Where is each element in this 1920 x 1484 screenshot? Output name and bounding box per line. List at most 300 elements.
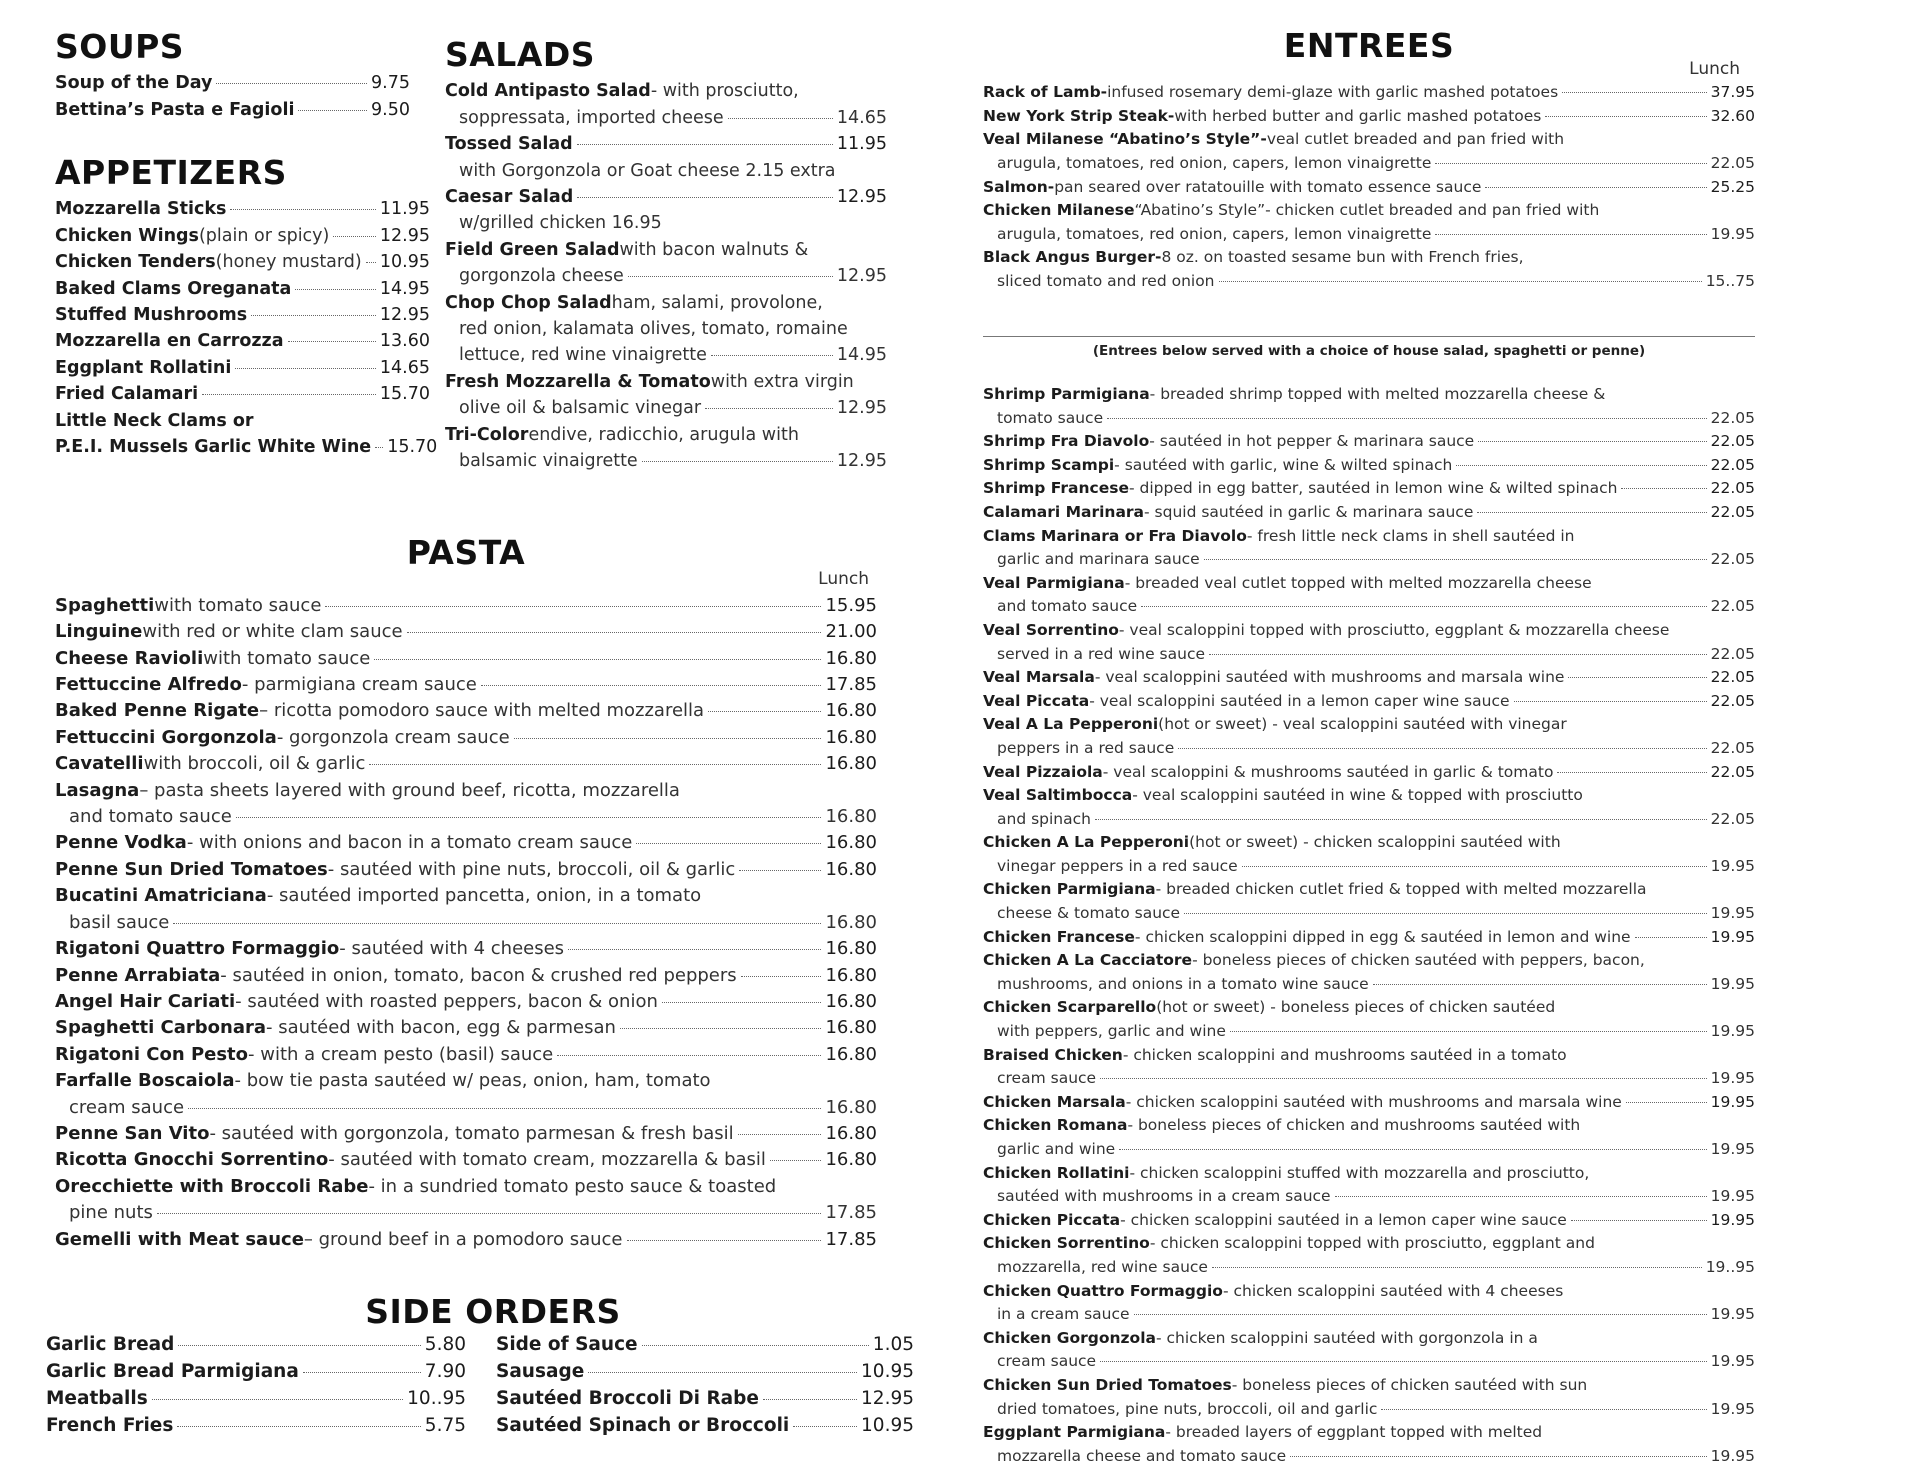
item-name: Eggplant Rollatini <box>55 357 232 378</box>
list-item <box>983 1209 1755 1233</box>
dot-leader <box>1435 163 1706 164</box>
list-item <box>496 1358 914 1385</box>
item-description: cheese & tomato sauce <box>997 904 1181 923</box>
item-name: Lasagna <box>55 779 140 801</box>
item-description: mozzarella cheese and tomato sauce <box>997 1446 1287 1465</box>
list-item <box>983 1091 1755 1115</box>
item-description-cont <box>983 808 1755 832</box>
item-description: (honey mustard) <box>215 252 362 273</box>
item-description: - with a cream pesto (basil) sauce <box>248 1043 554 1065</box>
list-item <box>983 784 1755 808</box>
item-description-cont <box>983 737 1755 761</box>
item-name: Stuffed Mushrooms <box>55 305 248 326</box>
item-name: Sausage <box>496 1361 585 1382</box>
item-price: 14.95 <box>379 278 430 299</box>
item-description: with bacon walnuts & <box>619 239 809 260</box>
item-description: mozzarella, red wine sauce <box>997 1257 1208 1276</box>
item-price: 10.95 <box>861 1361 914 1382</box>
list-item <box>55 1068 877 1094</box>
item-description: - sautéed with pine nuts, broccoli, oil & garlic <box>327 858 736 880</box>
item-name: Chicken Sun Dried Tomatoes <box>983 1375 1232 1394</box>
item-description: - chicken scaloppini sautéed with gorgonzola in a <box>1155 1328 1538 1347</box>
item-name: Chicken A La Pepperoni <box>983 833 1190 852</box>
list-item <box>445 131 887 157</box>
dot-leader <box>705 408 833 409</box>
dot-leader <box>588 1372 857 1373</box>
item-description: - chicken scaloppini sautéed with mushrooms and marsala wine <box>1125 1092 1622 1111</box>
item-description: mushrooms, and onions in a tomato wine sauce <box>997 974 1369 993</box>
list-item <box>983 525 1755 549</box>
item-price: 19.95 <box>1710 1187 1755 1206</box>
item-name: Penne Vodka <box>55 832 187 854</box>
item-name: Chicken Romana <box>983 1116 1128 1135</box>
list-item <box>55 963 877 989</box>
dot-leader <box>770 1160 822 1161</box>
item-price: 22.05 <box>1710 762 1755 781</box>
list-item <box>496 1412 914 1439</box>
dot-leader <box>577 144 833 145</box>
item-name: New York Strip Steak- <box>983 106 1175 125</box>
item-price: 19.95 <box>1710 974 1755 993</box>
item-name: Fried Calamari <box>55 384 199 405</box>
item-description: with Gorgonzola or Goat cheese 2.15 extra <box>459 160 836 181</box>
item-description: - chicken scaloppini sautéed with 4 cheeses <box>1222 1281 1564 1300</box>
item-name: Shrimp Parmigiana <box>983 385 1150 403</box>
item-description: and tomato sauce <box>69 806 232 828</box>
item-description: (plain or spicy) <box>198 225 330 246</box>
item-price: 22.05 <box>1710 153 1755 172</box>
list-item <box>55 698 877 724</box>
item-description: - bow tie pasta sautéed w/ peas, onion, ham, tomato <box>234 1070 711 1092</box>
item-price: 25.25 <box>1710 177 1755 196</box>
list-item <box>983 1280 1755 1304</box>
item-description: - squid sautéed in garlic & marinara sauce <box>1144 502 1474 521</box>
list-item <box>55 302 430 328</box>
list-item <box>55 672 877 698</box>
entrees-bottom-list <box>983 383 1755 1468</box>
item-name: Fettuccine Alfredo <box>55 674 242 696</box>
dot-leader <box>1290 1456 1707 1457</box>
dot-leader <box>235 368 376 369</box>
item-description: - chicken scaloppini dipped in egg & sautéed in lemon and wine <box>1134 927 1631 946</box>
dot-leader <box>708 711 821 712</box>
item-name: Chicken Milanese <box>983 201 1135 220</box>
list-item <box>55 619 877 645</box>
dot-leader <box>662 1002 822 1003</box>
list-item <box>445 184 887 210</box>
side-orders-right <box>496 1331 914 1439</box>
dot-leader <box>568 949 821 950</box>
item-description: olive oil & balsamic vinegar <box>459 398 702 419</box>
item-description: - veal scaloppini topped with prosciutto, eggplant & mozzarella cheese <box>1118 620 1670 639</box>
dot-leader <box>1204 559 1707 560</box>
list-item <box>983 81 1755 105</box>
dot-leader <box>739 870 821 871</box>
item-description-cont <box>983 1350 1755 1374</box>
item-price: 15.70 <box>379 384 430 405</box>
dot-leader <box>1435 234 1706 235</box>
item-price: 16.80 <box>825 1149 877 1171</box>
dot-leader <box>642 461 833 462</box>
item-name: Chicken Scarparello <box>983 998 1157 1017</box>
item-name: Rack of Lamb- <box>983 83 1108 102</box>
item-name: Bettina’s Pasta e Fagioli <box>55 99 295 120</box>
list-item <box>983 926 1755 950</box>
dot-leader <box>642 1345 869 1346</box>
item-name: Caesar Salad <box>445 187 574 208</box>
dot-leader <box>1178 748 1706 749</box>
list-item <box>983 831 1755 855</box>
item-price: 14.95 <box>836 345 887 366</box>
item-description: infused rosemary demi-glaze with garlic mashed potatoes <box>1107 83 1559 102</box>
item-price: 15.70 <box>387 437 438 458</box>
item-price: 10.95 <box>861 1415 914 1436</box>
dot-leader <box>375 447 383 448</box>
dot-leader <box>366 262 376 263</box>
item-name: Gemelli with Meat sauce <box>55 1228 304 1250</box>
item-description: - boneless pieces of chicken and mushrooms sautéed with <box>1127 1116 1581 1135</box>
item-price: 16.80 <box>825 990 877 1012</box>
item-name: French Fries <box>46 1415 174 1436</box>
item-name: Little Neck Clams or <box>55 410 254 431</box>
item-name: Tossed Salad <box>445 134 573 155</box>
dot-leader <box>557 1055 821 1056</box>
item-description: - breaded layers of eggplant topped with melted <box>1165 1423 1543 1442</box>
dot-leader <box>288 341 376 342</box>
entrees-note: (Entrees below served with a choice of house salad, spaghetti or penne) <box>1092 343 1646 359</box>
item-name: Braised Chicken <box>983 1045 1123 1064</box>
side-orders-left <box>46 1331 466 1439</box>
list-item <box>983 761 1755 785</box>
item-name: Clams Marinara or Fra Diavolo <box>983 526 1247 545</box>
list-item <box>445 369 887 395</box>
item-name: Chicken Francese <box>983 927 1135 946</box>
item-name: Veal Saltimbocca <box>983 786 1133 805</box>
item-price: 19.95 <box>1710 1352 1755 1371</box>
item-name: Chicken Tenders <box>55 252 216 273</box>
list-item <box>983 1421 1755 1445</box>
item-price: 19.95 <box>1710 1092 1755 1111</box>
item-price: 22.05 <box>1710 691 1755 710</box>
list-item <box>983 949 1755 973</box>
entrees-bottom-section <box>983 383 1755 1468</box>
item-price: 22.05 <box>1710 644 1755 663</box>
side-orders-section <box>46 1292 940 1439</box>
item-price: 22.05 <box>1710 408 1755 427</box>
list-item <box>983 501 1755 525</box>
item-description-cont <box>983 1445 1755 1469</box>
item-price: 17.85 <box>825 674 877 696</box>
item-description: - boneless pieces of chicken sautéed with sun <box>1231 1375 1588 1394</box>
list-item <box>55 276 430 302</box>
list-item <box>983 1374 1755 1398</box>
dot-leader <box>1562 92 1706 93</box>
list-item <box>55 725 877 751</box>
item-name: Eggplant Parmigiana <box>983 1423 1166 1442</box>
item-price: 37.95 <box>1710 83 1755 102</box>
item-description-cont <box>445 263 887 289</box>
item-name: Fettuccini Gorgonzola <box>55 726 277 748</box>
item-description: - veal scaloppini sautéed in wine & topped with prosciutto <box>1132 786 1583 805</box>
list-item <box>55 883 877 909</box>
item-description: “Abatino’s Style”- chicken cutlet breaded and pan fried with <box>1134 201 1600 220</box>
item-name: Angel Hair Cariati <box>55 990 236 1012</box>
item-description: (hot or sweet) - boneless pieces of chicken sautéed <box>1156 998 1556 1017</box>
item-name: Linguine <box>55 621 143 643</box>
list-item <box>983 246 1755 270</box>
item-name: Cold Antipasto Salad <box>445 81 651 102</box>
dot-leader <box>374 659 821 660</box>
item-price: 19.95 <box>1710 1399 1755 1418</box>
item-description-cont <box>55 1095 877 1121</box>
list-item <box>55 1147 877 1173</box>
soups-title: SOUPS <box>55 27 185 66</box>
item-description: cream sauce <box>997 1069 1097 1088</box>
item-description-cont <box>983 1138 1755 1162</box>
item-description: (hot or sweet) - veal scaloppini sautéed with vinegar <box>1158 715 1567 734</box>
dot-leader <box>1219 281 1702 282</box>
item-price: 22.05 <box>1710 668 1755 687</box>
item-description: tomato sauce <box>997 408 1104 427</box>
list-item <box>983 666 1755 690</box>
item-description-cont <box>445 395 887 421</box>
list-item <box>983 996 1755 1020</box>
item-description-cont <box>983 407 1755 431</box>
item-description: with tomato sauce <box>154 594 322 616</box>
item-description: - gorgonzola cream sauce <box>276 726 510 748</box>
item-price: 14.65 <box>379 357 430 378</box>
dot-leader <box>177 1426 420 1427</box>
list-item <box>55 97 410 123</box>
item-name: Tri-Color <box>445 424 529 445</box>
item-name: Chicken Rollatini <box>983 1163 1130 1182</box>
item-description-cont <box>983 1303 1755 1327</box>
item-description: - chicken scaloppini stuffed with mozzarella and prosciutto, <box>1129 1163 1590 1182</box>
item-price: 12.95 <box>836 398 887 419</box>
item-price: 19..95 <box>1705 1257 1755 1276</box>
list-item <box>445 290 887 316</box>
dot-leader <box>738 1134 822 1135</box>
item-description: and spinach <box>997 809 1091 828</box>
item-name: Rigatoni Quattro Formaggio <box>55 938 340 960</box>
item-description: - veal scaloppini sautéed with mushrooms and marsala wine <box>1094 668 1565 687</box>
item-description: - fresh little neck clams in shell sautéed in <box>1246 526 1575 545</box>
appetizers-section <box>55 153 438 460</box>
list-item <box>46 1385 466 1412</box>
dot-leader <box>1119 1149 1706 1150</box>
item-price: 1.05 <box>872 1334 914 1355</box>
item-description: pine nuts <box>69 1202 153 1224</box>
item-price: 11.95 <box>379 199 430 220</box>
item-price: 16.80 <box>825 832 877 854</box>
dot-leader <box>1095 819 1707 820</box>
dot-leader <box>711 355 833 356</box>
item-description: – pasta sheets layered with ground beef, ricotta, mozzarella <box>139 779 680 801</box>
item-name: Rigatoni Con Pesto <box>55 1043 249 1065</box>
item-price: 10..95 <box>407 1388 466 1409</box>
dot-leader <box>1134 1314 1707 1315</box>
item-name: Baked Penne Rigate <box>55 700 260 722</box>
list-item <box>55 989 877 1015</box>
dot-leader <box>407 632 822 633</box>
item-price: 12.95 <box>379 305 430 326</box>
list-item <box>983 430 1755 454</box>
list-item <box>983 105 1755 129</box>
item-price: 5.75 <box>424 1415 466 1436</box>
salads-list <box>445 78 887 474</box>
item-description: vinegar peppers in a red sauce <box>997 856 1238 875</box>
item-price: 22.05 <box>1710 809 1755 828</box>
item-description-cont <box>983 152 1755 176</box>
dot-leader <box>298 110 367 111</box>
item-price: 5.80 <box>424 1334 466 1355</box>
item-description: - sautéed with roasted peppers, bacon & onion <box>235 990 658 1012</box>
list-item <box>983 454 1755 478</box>
dot-leader <box>1100 1361 1707 1362</box>
item-description: cream sauce <box>69 1096 185 1118</box>
item-name: Chicken A La Cacciatore <box>983 951 1193 970</box>
item-name: Spaghetti <box>55 594 155 616</box>
item-price: 21.00 <box>825 621 877 643</box>
item-description: 8 oz. on toasted sesame bun with French fries, <box>1161 248 1524 267</box>
dot-leader <box>1621 488 1706 489</box>
item-description-cont <box>983 1256 1755 1280</box>
item-name: Veal Sorrentino <box>983 620 1119 639</box>
list-item <box>55 434 438 460</box>
item-description: cream sauce <box>997 1352 1097 1371</box>
dot-leader <box>1184 913 1707 914</box>
item-description-cont <box>983 1398 1755 1422</box>
list-item <box>55 857 877 883</box>
item-price: 19.95 <box>1710 1069 1755 1088</box>
list-item <box>983 1327 1755 1351</box>
item-price: 9.75 <box>371 73 410 94</box>
dot-leader <box>1477 512 1706 513</box>
list-item <box>445 237 887 263</box>
item-description-cont <box>983 973 1755 997</box>
item-name: Veal Piccata <box>983 691 1090 710</box>
item-name: Spaghetti Carbonara <box>55 1017 267 1039</box>
item-name: Baked Clams Oreganata <box>55 278 292 299</box>
dot-leader <box>728 118 833 119</box>
dot-leader <box>1107 418 1707 419</box>
item-price: 19.95 <box>1710 1022 1755 1041</box>
dot-leader <box>620 1028 822 1029</box>
item-price: 16.80 <box>825 911 877 933</box>
dot-leader <box>1485 187 1706 188</box>
list-item <box>983 1232 1755 1256</box>
item-description: - chicken scaloppini and mushrooms sautéed in a tomato <box>1122 1045 1567 1064</box>
dot-leader <box>1478 441 1706 442</box>
item-name: Salmon- <box>983 177 1055 196</box>
dot-leader <box>1242 866 1707 867</box>
dot-leader <box>1335 1196 1707 1197</box>
item-name: Calamari Marinara <box>983 502 1145 521</box>
item-price: 22.05 <box>1710 432 1755 451</box>
item-description-cont <box>983 1067 1755 1091</box>
list-item <box>55 1015 877 1041</box>
list-item <box>445 78 887 104</box>
list-item <box>983 690 1755 714</box>
item-description: arugula, tomatoes, red onion, capers, lemon vinaigrette <box>997 153 1432 172</box>
item-price: 19.95 <box>1710 1305 1755 1324</box>
item-description: with herbed butter and garlic mashed potatoes <box>1174 106 1542 125</box>
item-name: Chicken Wings <box>55 225 199 246</box>
item-price: 9.50 <box>371 99 410 120</box>
list-item <box>55 249 430 275</box>
item-name: Chicken Quattro Formaggio <box>983 1281 1223 1300</box>
dot-leader <box>236 817 822 818</box>
item-price: 16.80 <box>825 1122 877 1144</box>
item-description-cont <box>983 595 1755 619</box>
dot-leader <box>157 1213 822 1214</box>
item-description: - breaded chicken cutlet fried & topped with melted mozzarella <box>1155 880 1647 899</box>
list-item <box>983 128 1755 152</box>
dot-leader <box>1545 116 1706 117</box>
item-price: 32.60 <box>1710 106 1755 125</box>
entrees-title: ENTREES <box>1283 26 1455 65</box>
item-name: Chop Chop Salad <box>445 292 612 313</box>
item-description: red onion, kalamata olives, tomato, romaine <box>459 319 848 340</box>
list-item <box>445 422 887 448</box>
list-item <box>983 176 1755 200</box>
list-item <box>496 1331 914 1358</box>
item-description-cont <box>445 342 887 368</box>
item-description: - sautéed with bacon, egg & parmesan <box>266 1017 616 1039</box>
dot-leader <box>1571 1220 1707 1221</box>
list-item <box>983 1114 1755 1138</box>
dot-leader <box>741 976 822 977</box>
item-price: 16.80 <box>825 726 877 748</box>
entrees-section <box>983 26 1755 294</box>
item-description: – ricotta pomodoro sauce with melted mozzarella <box>259 700 705 722</box>
item-name: Soup of the Day <box>55 73 213 94</box>
item-description: garlic and marinara sauce <box>997 550 1200 569</box>
dot-leader <box>1514 701 1707 702</box>
item-price: 16.80 <box>825 1017 877 1039</box>
dot-leader <box>636 843 821 844</box>
item-description: sliced tomato and red onion <box>997 271 1215 290</box>
item-name: Field Green Salad <box>445 239 620 260</box>
item-description: - veal scaloppini sautéed in a lemon caper wine sauce <box>1089 691 1510 710</box>
dot-leader <box>1456 465 1706 466</box>
item-name: Garlic Bread Parmigiana <box>46 1361 299 1382</box>
item-description: - chicken scaloppini sautéed in a lemon caper wine sauce <box>1120 1210 1567 1229</box>
item-price: 10.95 <box>379 252 430 273</box>
list-item <box>55 593 877 619</box>
item-name: Black Angus Burger- <box>983 248 1162 267</box>
list-item <box>55 936 877 962</box>
item-name: Garlic Bread <box>46 1334 175 1355</box>
dot-leader <box>333 236 376 237</box>
item-name: Farfalle Boscaiola <box>55 1070 235 1092</box>
appetizers-list <box>55 196 430 407</box>
item-price: 12.95 <box>861 1388 914 1409</box>
list-item <box>983 878 1755 902</box>
item-name: Penne Arrabiata <box>55 964 221 986</box>
item-description: - breaded shrimp topped with melted mozzarella cheese & <box>1149 385 1606 403</box>
dot-leader <box>1373 984 1707 985</box>
dot-leader <box>295 289 376 290</box>
item-description-cont <box>445 448 887 474</box>
dot-leader <box>793 1426 857 1427</box>
entrees-top-list <box>983 81 1755 293</box>
item-description-cont <box>983 855 1755 879</box>
item-name: Shrimp Scampi <box>983 455 1115 474</box>
item-description: in a cream sauce <box>997 1305 1130 1324</box>
list-item <box>55 751 877 777</box>
item-price: 19.95 <box>1710 904 1755 923</box>
